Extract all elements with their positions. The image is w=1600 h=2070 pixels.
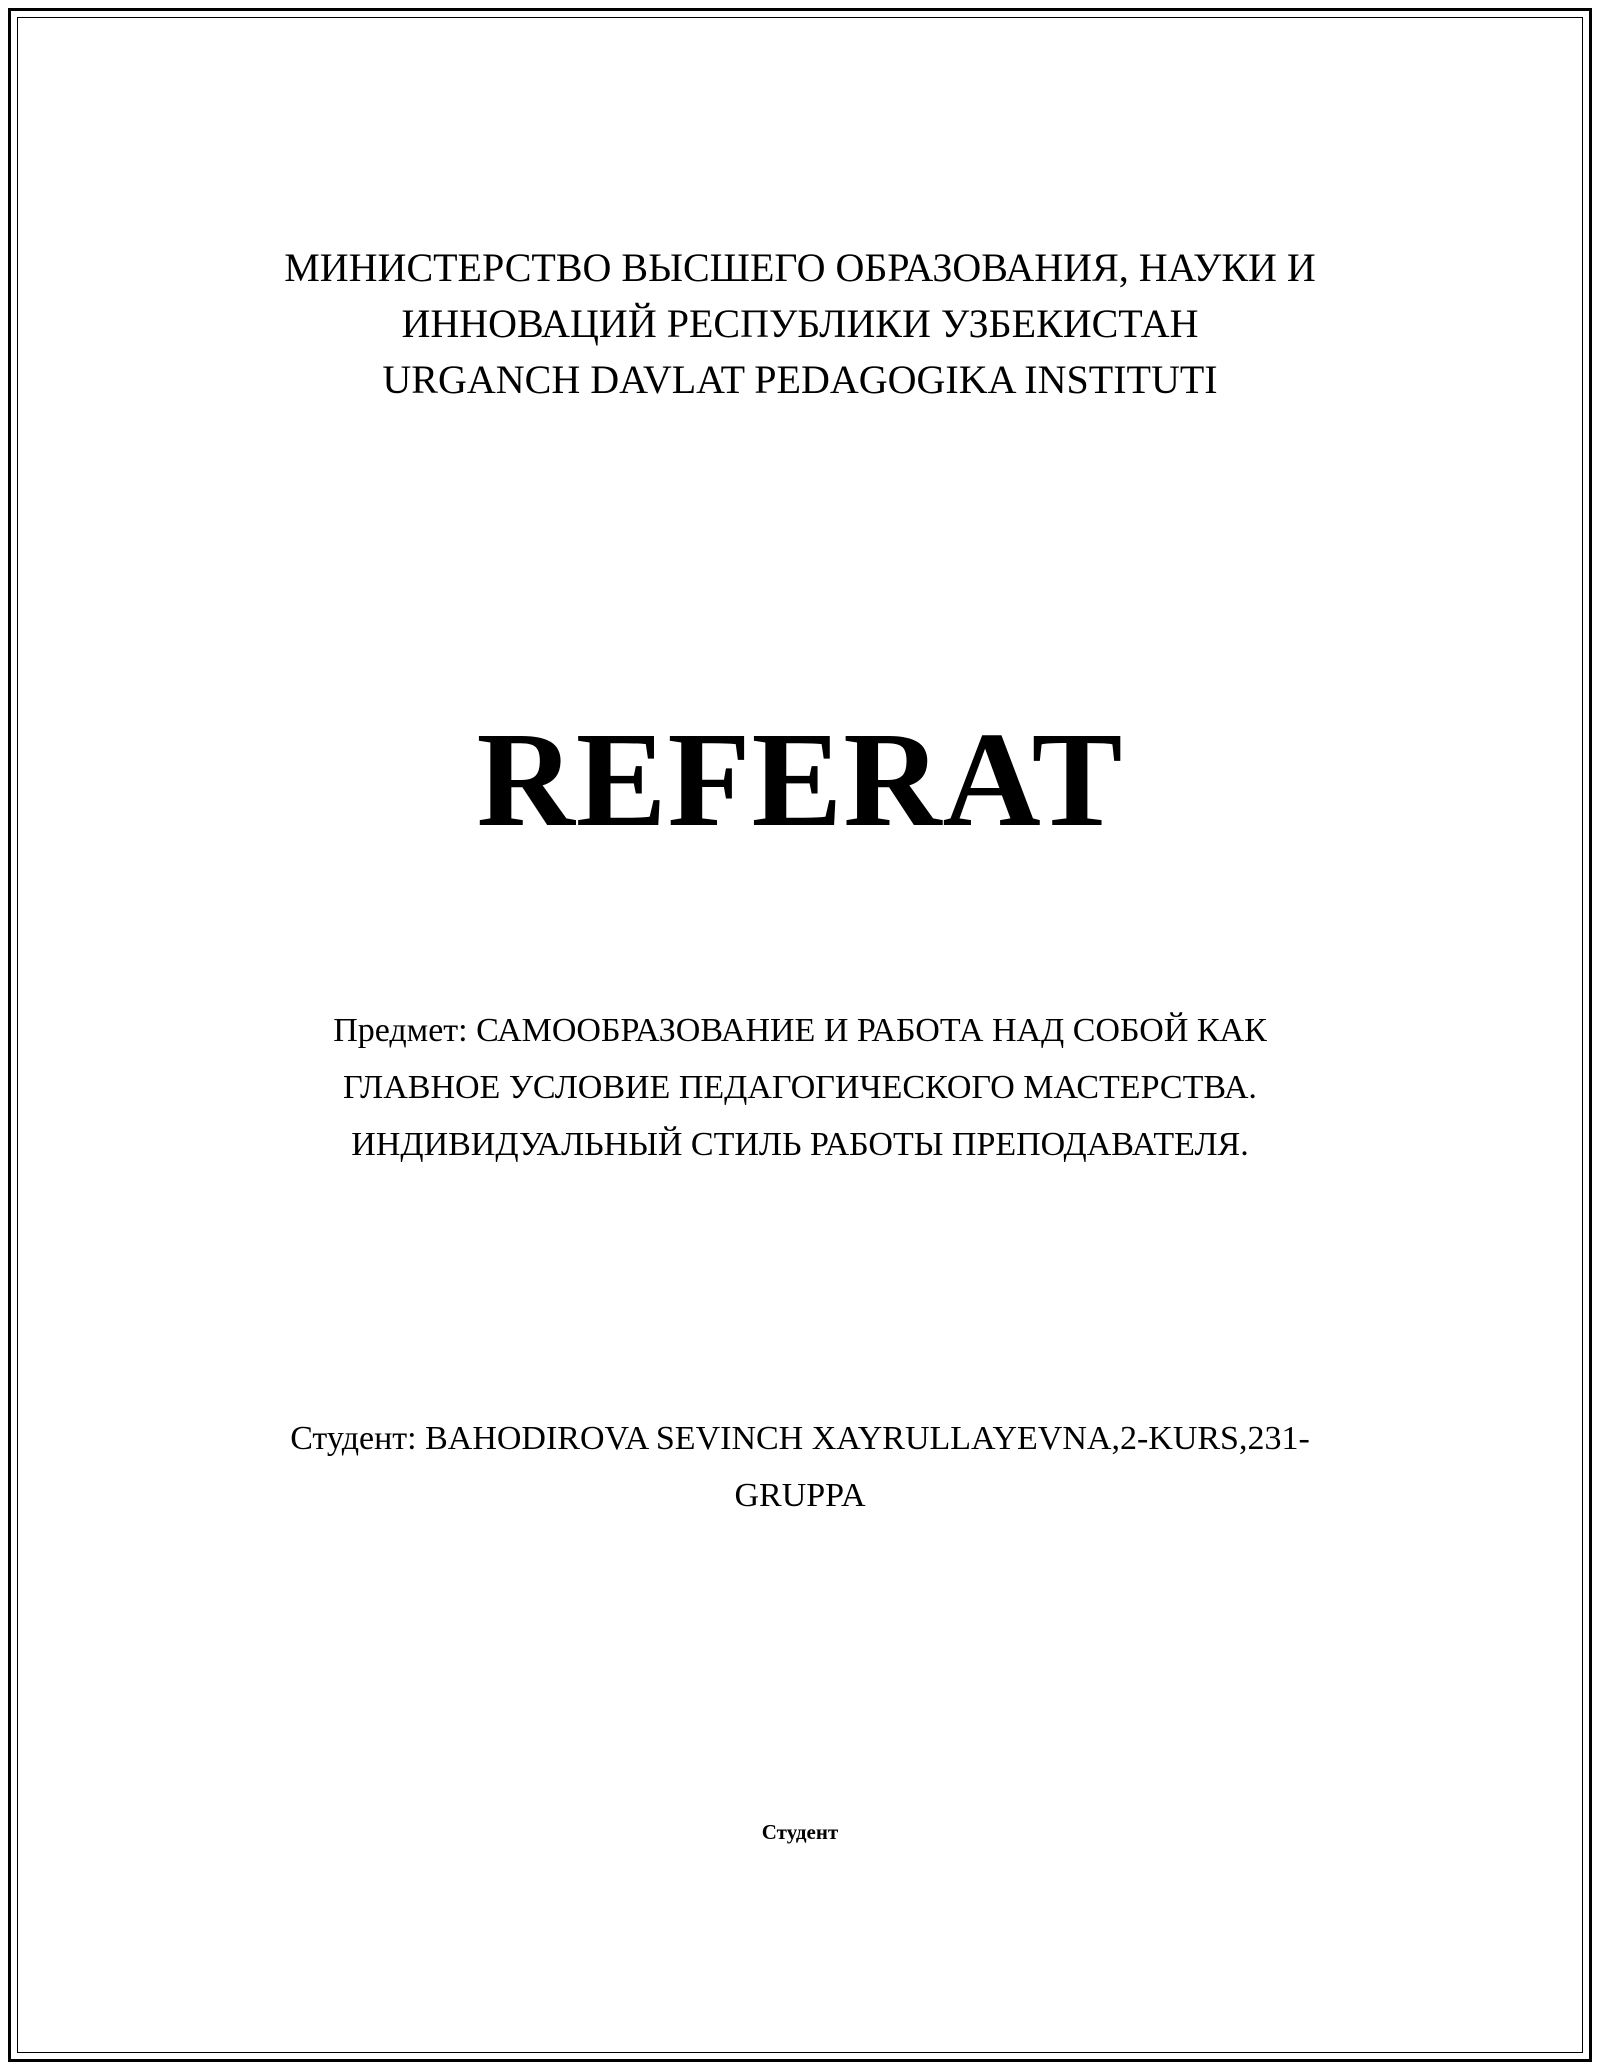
header-line-3: URGANCH DAVLAT PEDAGOGIKA INSTITUTI xyxy=(382,357,1218,402)
subject-line-2: ГЛАВНОЕ УСЛОВИЕ ПЕДАГОГИЧЕСКОГО МАСТЕРСТВА. xyxy=(343,1069,1257,1106)
student-block xyxy=(0,1410,1600,1524)
subject-block xyxy=(0,1002,1600,1173)
header-line-1: МИНИСТЕРСТВО ВЫСШЕГО ОБРАЗОВАНИЯ, НАУКИ И xyxy=(284,245,1316,290)
footer-label: Студент xyxy=(761,1820,839,1844)
student-line-2: GRUPPA xyxy=(734,1477,866,1514)
student-line-1: Студент: BAHODIROVA SEVINCH XAYRULLAYEVNA,2-KURS,231- xyxy=(290,1420,1310,1457)
subject-line-3: ИНДИВИДУАЛЬНЫЙ СТИЛЬ РАБОТЫ ПРЕПОДАВАТЕЛЯ. xyxy=(351,1126,1249,1163)
institution-header xyxy=(0,240,1600,408)
document-title: REFERAT xyxy=(476,705,1124,855)
header-line-2: ИННОВАЦИЙ РЕСПУБЛИКИ УЗБЕКИСТАН xyxy=(401,301,1199,346)
subject-line-1: Предмет: САМООБРАЗОВАНИЕ И РАБОТА НАД СОБОЙ КАК xyxy=(333,1012,1267,1049)
